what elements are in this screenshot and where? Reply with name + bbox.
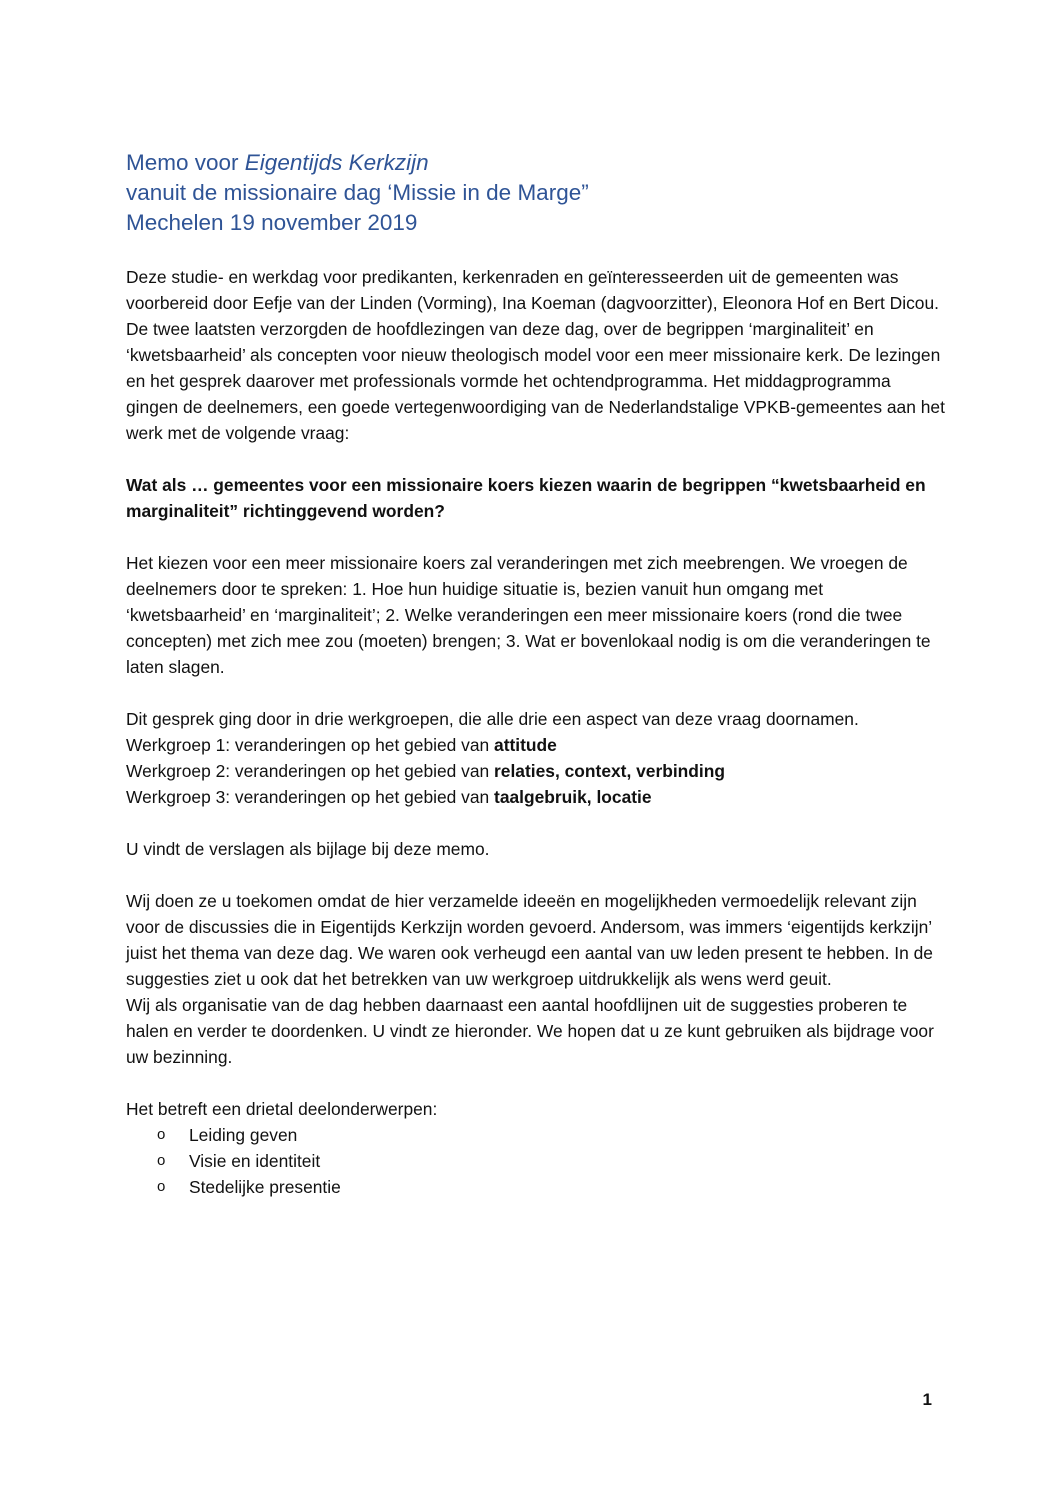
bullet-icon: o [157,1178,166,1195]
workgroup-topic: attitude [494,735,557,755]
title-line-1 [126,148,946,178]
list-item-text: Visie en identiteit [189,1151,321,1171]
list-item-text: Leiding geven [189,1125,298,1145]
page-number: 1 [922,1390,932,1409]
bullet-icon: o [157,1152,166,1169]
subtopics-intro: Het betreft een drietal deelonderwerpen: [126,1099,438,1119]
list-item [126,1148,946,1174]
title-line-1-prefix: Memo voor [126,150,245,175]
relevance-paragraph: Wij doen ze u toekomen omdat de hier verzamelde ideeën en mogelijkheden vermoedelijk relevant zijn voor de discussies die in Eigentijds Kerkzijn worden gevoerd. Andersom, was immers ‘eigentijds kerkzijn’ juist het thema van deze dag. We waren ook verheugd een aantal van uw leden present te hebben. In de suggesties ziet u ook dat het betrekken van uw werkgroep uitdrukkelijk als wens werd geuit. [126,891,933,989]
list-item [126,1174,946,1200]
groups-intro-paragraph: Dit gesprek ging door in drie werkgroepen, die alle drie een aspect van deze vraag doornamen. [126,709,859,729]
memo-body [126,264,946,1200]
list-item [126,1122,946,1148]
intro-paragraph: Deze studie- en werkdag voor predikanten, kerkenraden en geïnteresseerden uit de gemeenten was voorbereid door Eefje van der Linden (Vorming), Ina Koeman (dagvoorzitter), Eleonora Hof en Bert Dicou. De twee laatsten verzorgden de hoofdlezingen van deze dag, over de begrippen ‘marginaliteit’ en ‘kwetsbaarheid’ als concepten voor nieuw theologisch model voor een meer missionaire kerk. De lezingen en het gesprek daarover met professionals vormde het ochtendprogramma. Het middagprogramma gingen de deelnemers, een goede vertegenwoordiging van de Nederlandstalige VPKB-gemeentes aan het werk met de volgende vraag: [126,267,945,443]
subtopics-list [126,1122,946,1200]
changes-paragraph: Het kiezen voor een meer missionaire koers zal veranderingen met zich meebrengen. We vroegen de deelnemers door te spreken: 1. Hoe hun huidige situatie is, bezien vanuit hun omgang met ‘kwetsbaarheid’ en ‘marginaliteit’; 2. Welke veranderingen een meer missionaire koers (rond die twee concepten) met zich mee zou (moeten) brengen; 3. Wat er bovenlokaal nodig is om die veranderingen te laten slagen. [126,553,931,677]
workgroup-prefix: Werkgroep 3: veranderingen op het gebied van [126,787,495,807]
title-line-3: Mechelen 19 november 2019 [126,210,418,235]
memo-title [126,148,946,238]
workgroup-line-1 [126,732,946,758]
workgroup-line-3 [126,784,946,810]
reports-paragraph: U vindt de verslagen als bijlage bij deze memo. [126,839,490,859]
workgroup-line-2 [126,758,946,784]
list-item-text: Stedelijke presentie [189,1177,341,1197]
workgroup-prefix: Werkgroep 2: veranderingen op het gebied van [126,761,495,781]
title-line-1-italic: Eigentijds Kerkzijn [244,150,429,175]
question-paragraph: Wat als … gemeentes voor een missionaire koers kiezen waarin de begrippen “kwetsbaarheid en marginaliteit” richtinggevend worden? [126,475,926,521]
title-line-2: vanuit de missionaire dag ‘Missie in de Marge” [126,180,589,205]
organisation-paragraph: Wij als organisatie van de dag hebben daarnaast een aantal hoofdlijnen uit de suggesties proberen te halen en verder te doordenken. U vindt ze hieronder. We hopen dat u ze kunt gebruiken als bijdrage voor uw bezinning. [126,995,934,1067]
workgroup-topic: relaties, context, verbinding [494,761,726,781]
workgroup-topic: taalgebruik, locatie [494,787,652,807]
workgroup-prefix: Werkgroep 1: veranderingen op het gebied van [126,735,495,755]
bullet-icon: o [157,1126,166,1143]
